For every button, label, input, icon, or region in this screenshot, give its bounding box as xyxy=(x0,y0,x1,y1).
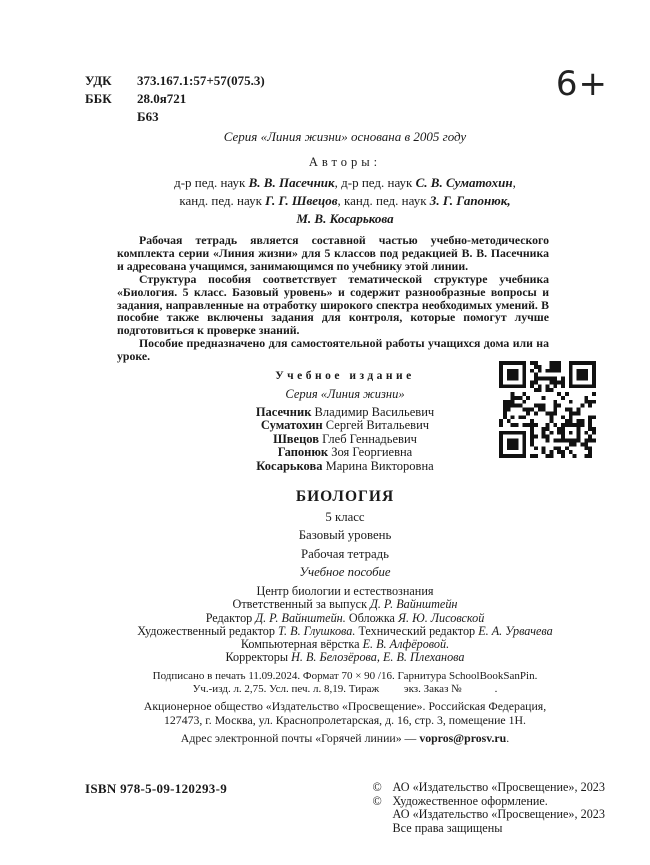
classification-codes xyxy=(85,72,605,126)
annotation-paragraph: Рабочая тетрадь является составной частью учебно-методического комплекта серии «Линия жизни» для 5 классов под редакцией В. В. Пасечника и адресована учащимся, занимающимся по учебнику этой линии. xyxy=(117,233,549,273)
annotation-paragraph: Пособие предназначено для самостоятельной работы учащихся дома или на уроке. xyxy=(117,336,549,364)
print-info xyxy=(85,670,605,696)
book-kind: Рабочая тетрадь xyxy=(300,546,390,561)
book-note: Учебное пособие xyxy=(299,565,391,580)
print-info-line: Уч.-изд. л. 2,75. Усл. печ. л. 8,19. Тираж экз. Заказ № . xyxy=(192,683,498,696)
person-line: Пасечник Владимир Васильевич xyxy=(255,405,435,420)
publisher-section xyxy=(85,700,605,745)
publisher-line: Акционерное общество «Издательство «Просвещение». Российская Федерация, xyxy=(143,699,547,714)
person-line: Косарькова Марина Викторовна xyxy=(256,458,434,473)
staff-line: Ответственный за выпуск Д. Р. Вайнштейн xyxy=(232,597,458,612)
person-line: Суматохин Сергей Витальевич xyxy=(260,418,430,433)
copyright-symbol: © xyxy=(372,779,382,794)
udk-label: УДК xyxy=(85,73,112,88)
hotline-email-line: Адрес электронной почты «Горячей линии» — vopros@prosv.ru. xyxy=(180,730,510,745)
annotation-paragraph: Структура пособия соответствует тематической структуре учебника «Биология. 5 класс. Базовый уровень» и содержит разнообразные вопросы и задания, направленные на отработку широкого спектра необходимых умений. В пособие также включены задания для контроля, которые помогут лучше подготовиться к проверке знаний. xyxy=(117,271,549,338)
bbk-label: ББК xyxy=(85,91,112,106)
shelf-code: Б63 xyxy=(137,109,159,124)
person-line: Швецов Глеб Геннадьевич xyxy=(273,431,417,446)
authors-line: М. В. Косарькова xyxy=(296,211,394,226)
print-info-line: Подписано в печать 11.09.2024. Формат 70 × 90 /16. Гарнитура SchoolBookSanPin. xyxy=(152,670,538,683)
copyright-block xyxy=(373,781,605,835)
staff-center: Центр биологии и естествознания xyxy=(256,584,434,599)
title-block xyxy=(85,488,605,580)
bbk-value: 28.0я721 xyxy=(137,91,187,106)
edition-heading: Учебное издание xyxy=(275,370,415,383)
age-rating-badge: 6+ xyxy=(555,64,608,104)
copyright-text: АО «Издательство «Просвещение», 2023 xyxy=(392,779,605,794)
book-level: Базовый уровень xyxy=(298,528,392,543)
staff-line: Редактор Д. Р. Вайнштейн. Обложка Я. Ю. Лисовской xyxy=(205,610,485,625)
staff-section xyxy=(85,585,605,664)
staff-line: Художественный редактор Т. В. Глушкова. Технический редактор Е. А. Урвачева xyxy=(137,623,553,638)
copyright-line xyxy=(373,822,605,836)
copyright-text: Все права защищены xyxy=(392,820,503,835)
udk-line xyxy=(85,72,605,90)
copyright-text: Художественное оформление. xyxy=(392,793,548,808)
copyright-text: АО «Издательство «Просвещение», 2023 xyxy=(392,807,605,822)
publisher-line: 127473, г. Москва, ул. Краснопролетарская, д. 16, стр. 3, помещение 1Н. xyxy=(164,712,526,727)
person-line: Гапонюк Зоя Георгиевна xyxy=(277,445,413,460)
copyright-line xyxy=(373,808,605,822)
authors-line: д-р пед. наук В. В. Пасечник, д-р пед. наук С. В. Суматохин, xyxy=(174,175,516,190)
copyright-symbol xyxy=(373,822,393,836)
authors-line: канд. пед. наук Г. Г. Швецов, канд. пед. наук З. Г. Гапонюк, xyxy=(179,193,511,208)
book-title: БИОЛОГИЯ xyxy=(295,488,395,506)
copyright-symbol xyxy=(373,808,393,822)
copyright-line xyxy=(373,795,605,809)
authors-heading: Авторы: xyxy=(308,155,382,169)
copyright-symbol: © xyxy=(372,793,382,808)
edition-series: Серия «Линия жизни» xyxy=(285,387,405,402)
staff-line: Корректоры Н. В. Белозёрова, Е. В. Плеханова xyxy=(225,650,465,665)
book-grade: 5 класс xyxy=(325,509,365,524)
udk-value: 373.167.1:57+57(075.3) xyxy=(137,73,265,88)
qr-code xyxy=(499,361,596,458)
bottom-row xyxy=(85,781,605,835)
bbk-line xyxy=(85,90,605,108)
copyright-line xyxy=(373,781,605,795)
staff-line: Компьютерная вёрстка Е. В. Алфёровой. xyxy=(240,636,450,651)
authors-list xyxy=(85,174,605,228)
series-founded-note: Серия «Линия жизни» основана в 2005 году xyxy=(223,129,467,144)
isbn: ISBN 978-5-09-120293-9 xyxy=(85,780,228,796)
annotation xyxy=(117,234,549,363)
